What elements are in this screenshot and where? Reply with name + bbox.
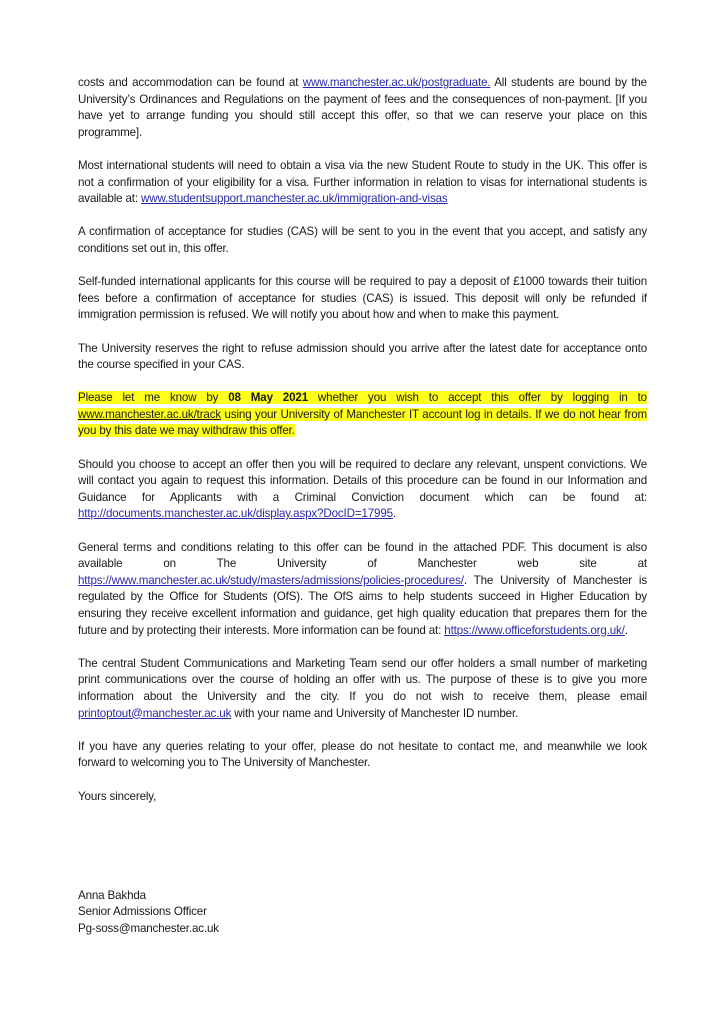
- text: using your University of Manchester IT account log in details. If we do not hear from you by this date we may withdraw this offer.: [78, 407, 647, 438]
- text: General terms and conditions relating to this offer can be found in the attached PDF. This document is also available on The University of Manchester web site at: [78, 540, 647, 571]
- highlight: [78, 391, 647, 437]
- postgraduate-link[interactable]: www.manchester.ac.uk/postgraduate.: [302, 76, 491, 89]
- text: with your name and University of Manchester ID number.: [231, 706, 519, 720]
- text: Most international students will need to obtain a visa via the new Student Route to study in the UK. This offer is not a confirmation of your eligibility for a visa. Further information in relation to visas for international students is available at:: [78, 158, 647, 206]
- office-for-students-link[interactable]: https://www.officeforstudents.org.uk/: [444, 623, 625, 637]
- criminal-conviction-doc-link[interactable]: http://documents.manchester.ac.uk/display.aspx?DocID=17995: [78, 507, 393, 521]
- text: Should you choose to accept an offer then you will be required to declare any relevant, unspent convictions. We will contact you again to request this information. Details of this procedure can be found in our Information and Guidance for Applicants with a Criminal Conviction document which can be found at:: [78, 457, 647, 504]
- policies-procedures-link[interactable]: https://www.manchester.ac.uk/study/masters/admissions/policies-procedures/: [78, 573, 464, 587]
- closing: Yours sincerely,: [78, 789, 157, 803]
- text: costs and accommodation can be found at: [78, 76, 303, 89]
- printoptout-email-link[interactable]: printoptout@manchester.ac.uk: [78, 706, 232, 720]
- track-link[interactable]: www.manchester.ac.uk/track: [78, 407, 222, 421]
- paragraph-visa-info: [78, 158, 647, 208]
- paragraph-queries: If you have any queries relating to your offer, please do not hesitate to contact me, and meanwhile we look forward to welcoming you to The University of Manchester.: [78, 739, 647, 770]
- text: All students are bound by the University’s Ordinances and Regulations on the payment of fees and the consequences of non-payment. [If you have yet to arrange funding you should still accept this offer, so that we can reserve your place on this programme].: [78, 76, 647, 139]
- paragraph-marketing: [78, 656, 647, 722]
- letter-page: [78, 75, 647, 938]
- immigration-visas-link[interactable]: www.studentsupport.manchester.ac.uk/immigration-and-visas: [141, 192, 448, 206]
- text: .: [392, 507, 397, 521]
- text: Please let me know by: [78, 391, 229, 405]
- paragraph-fees-info: [78, 75, 647, 141]
- text: .: [624, 623, 628, 637]
- paragraph-acceptance-deadline: [78, 390, 647, 440]
- paragraph-refuse-admission: The University reserves the right to refuse admission should you arrive after the latest date for acceptance onto the course specified in your CAS.: [78, 341, 647, 372]
- signer-name: Anna Bakhda: [78, 888, 146, 902]
- text: The central Student Communications and Marketing Team send our offer holders a small number of marketing print communications over the course of holding an offer with us. The purpose of these is to give you more information about the University and the city. If you do not wish to receive them, please email: [78, 656, 647, 703]
- signature-block: [78, 888, 647, 938]
- deadline-date: 08 May 2021: [228, 391, 308, 405]
- text: . The University of Manchester is regulated by the Office for Students (OfS). The OfS aims to help students succeed in Higher Education by ensuring they receive excellent information and guidance, get high quality education that prepares them for the future and by protecting their interests. More information can be found at:: [78, 573, 647, 637]
- text: whether you wish to accept this offer by logging in to: [308, 391, 647, 405]
- paragraph-terms-conditions: [78, 540, 647, 640]
- paragraph-convictions: [78, 457, 647, 523]
- signer-email: Pg-soss@manchester.ac.uk: [78, 921, 219, 935]
- signature-space: [78, 822, 647, 888]
- signer-title: Senior Admissions Officer: [78, 905, 207, 919]
- paragraph-deposit-info: Self-funded international applicants for this course will be required to pay a deposit of £1000 towards their tuition fees before a confirmation of acceptance for studies (CAS) is issued. This deposit will only be refunded if immigration permission is refused. We will notify you about how and when to make this payment.: [78, 275, 647, 322]
- paragraph-cas-info: A confirmation of acceptance for studies (CAS) will be sent to you in the event that you accept, and satisfy any conditions set out in, this offer.: [78, 225, 647, 255]
